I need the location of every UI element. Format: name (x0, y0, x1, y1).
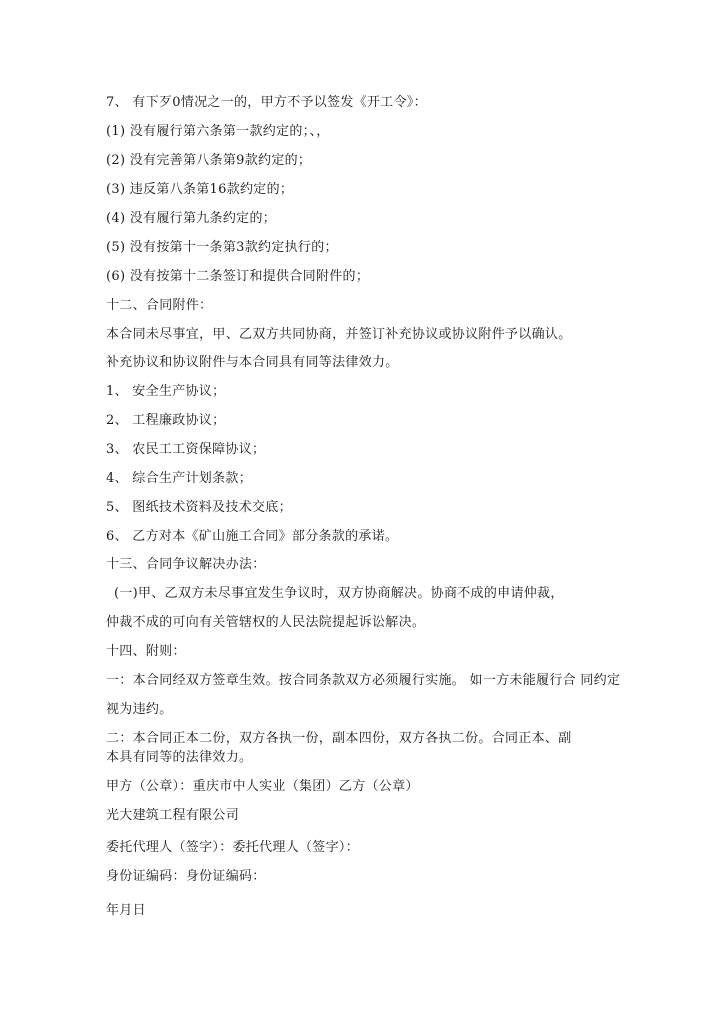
attachment-item-2: 2、 工程廉政协议； (106, 413, 226, 428)
clause-7-item-1: (1) 没有履行第六条第一款约定的；、， (106, 124, 330, 139)
section-14-heading: 十四、附则： (106, 644, 186, 659)
agent-signature-line: 委托代理人（签字）：委托代理人（签字）： (106, 840, 360, 855)
clause-7-heading: 7、 有下歹0情况之一的，甲方不予以签发《开工令》： (106, 95, 427, 110)
section-12-heading: 十二、合同附件： (106, 298, 213, 313)
clause-7-item-4: (4) 没有履行第九条约定的； (106, 211, 277, 226)
clause-7-item-3: (3) 违反第八条第16款约定的； (106, 182, 294, 197)
clause-7-item-6: (6) 没有按第十二条签订和提供合同附件的； (106, 269, 370, 284)
section-14-clause-1: 一：本合同经双方签章生效。按合同条款双方必须履行实施。 如一方未能履行合 同约定 (106, 673, 621, 688)
section-12-paragraph-1: 本合同未尽事宜，甲、乙双方共同协商，并签订补充协议或协议附件予以确认。 (106, 327, 572, 342)
party-b-company-name: 光大建筑工程有限公司 (106, 808, 240, 823)
section-14-clause-2-cont: 本具有同等的法律效力。 (106, 750, 253, 765)
section-14-clause-2: 二：本合同正本二份，双方各执一份，副本四份，双方各执二份。合同正本、副 (106, 731, 572, 746)
date-line: 年月日 (106, 903, 146, 918)
party-seal-line: 甲方（公章）：重庆市中人实业（集团）乙方（公章） (106, 779, 419, 794)
section-13-heading: 十三、合同争议解决办法： (106, 557, 266, 572)
section-12-paragraph-2: 补充协议和协议附件与本合同具有同等法律效力。 (106, 355, 399, 370)
attachment-item-1: 1、 安全生产协议； (106, 384, 226, 399)
clause-7-item-5: (5) 没有按第十一条第3款约定执行的； (106, 240, 338, 255)
attachment-item-3: 3、 农民工工资保障协议； (106, 442, 266, 457)
id-number-line: 身份证编码：身份证编码： (106, 869, 266, 884)
section-13-paragraph-2: 仲裁不成的可向有关管辖权的人民法院提起诉讼解决。 (106, 615, 426, 630)
section-13-paragraph-1: (一)甲、乙双方未尽事宜发生争议时，双方协商解决。协商不成的申请仲裁， (114, 586, 564, 601)
attachment-item-6: 6、 乙方对本《矿山施工合同》部分条款的承诺。 (106, 529, 399, 544)
clause-7-item-2: (2) 没有完善第八条第9款约定的； (106, 153, 312, 168)
section-14-clause-1-cont: 视为违约。 (106, 702, 173, 717)
attachment-item-5: 5、 图纸技术资料及技术交底； (106, 500, 292, 515)
attachment-item-4: 4、 综合生产计划条款； (106, 471, 253, 486)
